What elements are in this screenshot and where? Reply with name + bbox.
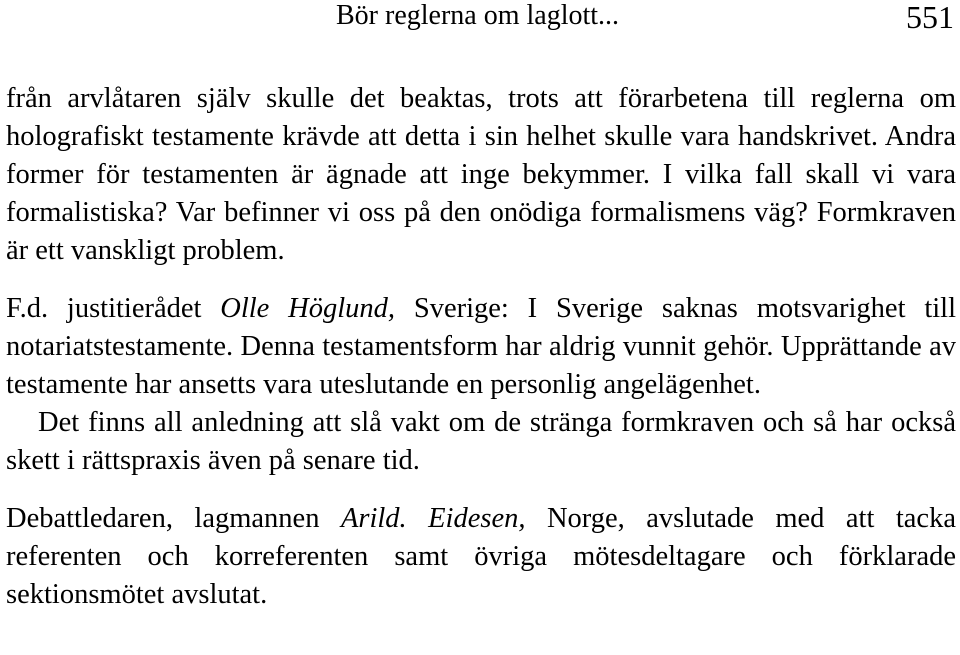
running-title: Bör reglerna om laglott... — [336, 0, 620, 31]
paragraph-formkrav — [6, 404, 956, 480]
running-header — [0, 0, 960, 36]
paragraph-closing — [6, 500, 956, 614]
paragraph-text: Norge, avslutade med att tacka referenten och korreferenten samt övriga mötesdeltagare och förklarade sektionsmötet avslutat. — [6, 503, 956, 610]
speaker-name: Arild. Eidesen, — [340, 503, 526, 534]
speaker-name: Olle Höglund, — [220, 293, 396, 324]
speaker-intro: Debattledaren, lagmannen — [6, 503, 341, 534]
speaker-intro: F.d. justitierådet — [6, 293, 221, 324]
paragraph-text: Det finns all anledning att slå vakt om de stränga formkraven och så har också skett i rättspraxis även på senare tid. — [6, 407, 956, 476]
paragraph-text: Sverige: I Sverige saknas motsvarighet till notariatstestamente. Denna testamentsform har aldrig vunnit gehör. Upprättande av testamente har ansetts vara uteslutande en personlig angelägenhet. — [6, 293, 956, 400]
paragraph-text: från arvlåtaren själv skulle det beaktas, trots att förarbetena till reglerna om holografiskt testamente krävde att detta i sin helhet skulle vara handskrivet. Andra former för testamenten är ägnade att inge bekymmer. I vilka fall skall vi vara formalistiska? Var befinner vi oss på den onödiga formalismens väg? Formkraven är ett vanskligt problem. — [6, 83, 956, 266]
paragraph-hoglund-statement — [6, 290, 956, 404]
page-number: 551 — [906, 0, 954, 35]
body-text — [6, 80, 956, 614]
paragraph-continuation — [6, 80, 956, 270]
